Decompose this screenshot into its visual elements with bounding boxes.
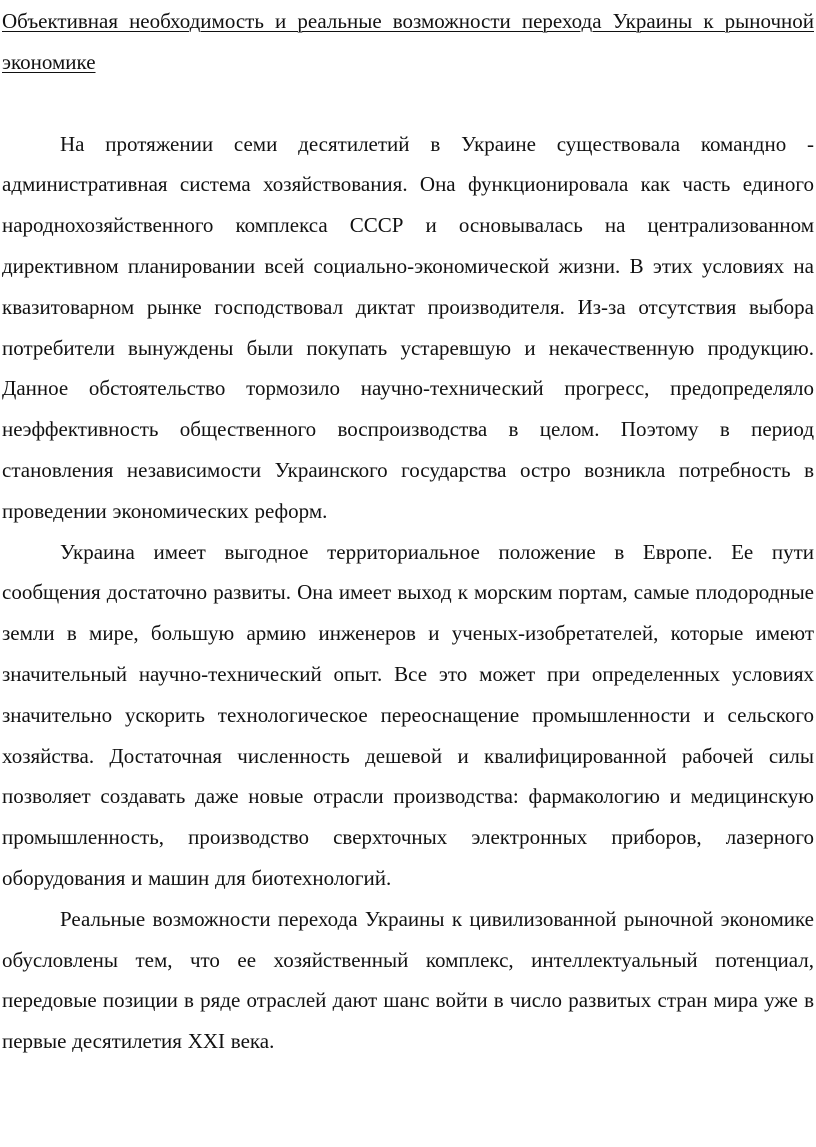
document-title-text: Объективная необходимость и реальные возможности перехода Украины к рыночной экономике — [2, 9, 814, 74]
title-spacer — [2, 83, 814, 124]
paragraph-1: На протяжении семи десятилетий в Украине существовала командно - административная система хозяйствования. Она функционировала как часть единого народнохозяйственного комплекса СССР и основывалась на централизованном директивном планировании всей социально-экономической жизни. В этих условиях на квазитоварном рынке господствовал диктат производителя. Из-за отсутствия выбора потребители вынуждены были покупать устаревшую и некачественную продукцию. Данное обстоятельство тормозило научно-технический прогресс, предопределяло неэффективность общественного воспроизводства в целом. Поэтому в период становления независимости Украинского государства остро возникла потребность в проведении экономических реформ. — [2, 131, 814, 523]
document-title — [2, 0, 814, 83]
paragraph-3: Реальные возможности перехода Украины к цивилизованной рыночной экономике обусловлены тем, что ее хозяйственный комплекс, интеллектуальный потенциал, передовые позиции в ряде отраслей дают шанс войти в число развитых стран мира уже в первые десятилетия XXI века. — [2, 906, 814, 1054]
paragraph-2: Украина имеет выгодное территориальное положение в Европе. Ее пути сообщения достаточно развиты. Она имеет выход к морским портам, самые плодородные земли в мире, большую армию инженеров и ученых-изобретателей, которые имеют значительный научно-технический опыт. Все это может при определенных условиях значительно ускорить технологическое переоснащение промышленности и сельского хозяйства. Достаточная численность дешевой и квалифицированной рабочей силы позволяет создавать даже новые отрасли производства: фармакологию и медицинскую промышленность, производство сверхточных электронных приборов, лазерного оборудования и машин для биотехнологий. — [2, 539, 814, 890]
